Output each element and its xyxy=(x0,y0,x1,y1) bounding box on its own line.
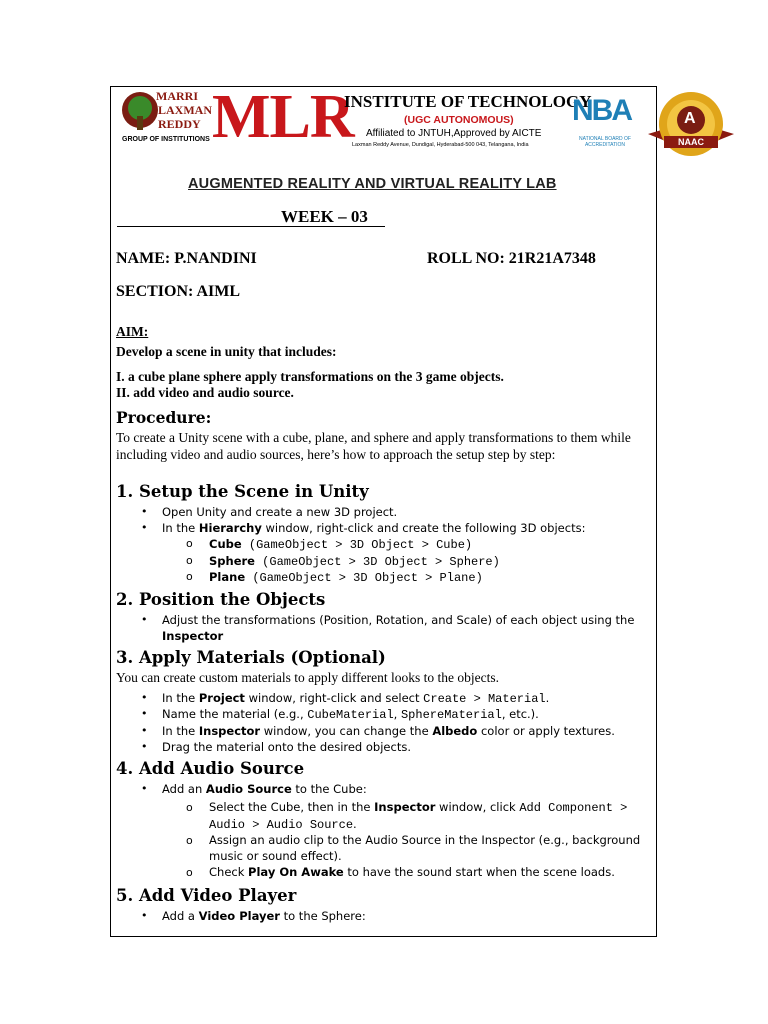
s1-sub-1: Cube (GameObject > 3D Object > Cube) xyxy=(209,537,473,552)
ml-group-text: GROUP OF INSTITUTIONS xyxy=(122,136,210,143)
address-text: Laxman Reddy Avenue, Dundigal, Hyderabad-500 043, Telangana, India xyxy=(352,142,529,148)
bullet-dot: • xyxy=(141,707,148,720)
bullet-dot: • xyxy=(141,782,148,795)
nba-text: NBA xyxy=(572,94,631,127)
section-1-heading: 1. Setup the Scene in Unity xyxy=(116,482,369,501)
section-4-heading: 4. Add Audio Source xyxy=(116,759,305,778)
procedure-text: To create a Unity scene with a cube, plane, and sphere and apply transformations to them while including video and audio sources, here’s how to approach the setup step by step: xyxy=(116,430,631,462)
mlr-logo-text: MLR xyxy=(212,83,354,151)
bullet-dot: • xyxy=(141,613,148,626)
s4-sub-1-line-1: Select the Cube, then in the Inspector window, click Add Component > xyxy=(209,800,628,815)
tree-emblem-icon xyxy=(120,90,160,134)
s4-sub-3: Check Play On Awake to have the sound start when the scene loads. xyxy=(209,865,615,879)
naac-badge xyxy=(646,90,736,160)
affiliation-text: Affiliated to JNTUH,Approved by AICTE xyxy=(366,128,542,139)
bullet-dot: • xyxy=(141,691,148,704)
bullet-dot: • xyxy=(141,740,148,753)
ugc-autonomous: (UGC AUTONOMOUS) xyxy=(404,114,514,126)
s4-sub-2-line-2: music or sound effect). xyxy=(209,849,342,863)
lab-title: AUGMENTED REALITY AND VIRTUAL REALITY LAB xyxy=(188,176,557,192)
ml-logo-line-1: MARRI xyxy=(156,89,198,103)
sub-bullet-mark: o xyxy=(186,537,193,550)
s3-bullet-2: Name the material (e.g., CubeMaterial, SphereMaterial, etc.). xyxy=(162,707,539,722)
institute-name: INSTITUTE OF TECHNOLOGY xyxy=(344,92,592,111)
sub-bullet-mark: o xyxy=(186,570,193,583)
s5-bullet-1: Add a Video Player to the Sphere: xyxy=(162,909,366,923)
aim-item-2: II. add video and audio source. xyxy=(116,385,294,400)
nba-logo xyxy=(572,96,638,152)
naac-label: NAAC xyxy=(678,137,704,147)
week-heading: WEEK – 03 xyxy=(281,207,368,226)
sub-bullet-mark: o xyxy=(186,866,193,879)
sub-bullet-mark: o xyxy=(186,554,193,567)
section: SECTION: AIML xyxy=(116,283,241,300)
ml-logo-line-3: REDDY xyxy=(158,117,201,131)
student-name: NAME: P.NANDINI xyxy=(116,250,257,267)
aim-text: Develop a scene in unity that includes: xyxy=(116,344,337,359)
s2-bullet-1: Adjust the transformations (Position, Rotation, and Scale) of each object using the xyxy=(162,613,635,627)
section-5-heading: 5. Add Video Player xyxy=(116,886,297,905)
s3-text: You can create custom materials to apply different looks to the objects. xyxy=(116,670,500,685)
s1-sub-3: Plane (GameObject > 3D Object > Plane) xyxy=(209,570,483,585)
aim-heading: AIM: xyxy=(116,324,149,339)
sub-bullet-mark: o xyxy=(186,801,193,814)
s4-bullet-1: Add an Audio Source to the Cube: xyxy=(162,782,367,796)
bullet-dot: • xyxy=(141,724,148,737)
bullet-dot: • xyxy=(141,909,148,922)
naac-grade: A xyxy=(684,110,696,127)
aim-item-1: I. a cube plane sphere apply transformations on the 3 game objects. xyxy=(116,369,504,384)
sub-bullet-mark: o xyxy=(186,834,193,847)
s2-bullet-1-bold: Inspector xyxy=(162,629,224,643)
ml-logo-line-2: LAXMAN xyxy=(158,103,212,117)
bullet-dot: • xyxy=(141,521,148,534)
s4-sub-2-line-1: Assign an audio clip to the Audio Source in the Inspector (e.g., background xyxy=(209,833,641,847)
procedure-heading: Procedure: xyxy=(116,408,212,427)
s1-bullet-1: Open Unity and create a new 3D project. xyxy=(162,505,398,519)
ml-group-logo xyxy=(118,88,214,148)
s3-bullet-3: In the Inspector window, you can change the Albedo color or apply textures. xyxy=(162,724,615,738)
section-3-heading: 3. Apply Materials (Optional) xyxy=(116,648,386,667)
s3-bullet-1: In the Project window, right-click and select Create > Material. xyxy=(162,691,550,706)
roll-number: ROLL NO: 21R21A7348 xyxy=(427,250,596,267)
s4-sub-1-line-2: Audio > Audio Source. xyxy=(209,817,357,832)
s1-sub-2: Sphere (GameObject > 3D Object > Sphere) xyxy=(209,554,500,569)
section-2-heading: 2. Position the Objects xyxy=(116,590,326,609)
nba-subtext: NATIONAL BOARD OF ACCREDITATION xyxy=(579,136,631,148)
s1-bullet-2: In the Hierarchy window, right-click and create the following 3D objects: xyxy=(162,521,586,535)
bullet-dot: • xyxy=(141,505,148,518)
s3-bullet-4: Drag the material onto the desired objects. xyxy=(162,740,411,754)
